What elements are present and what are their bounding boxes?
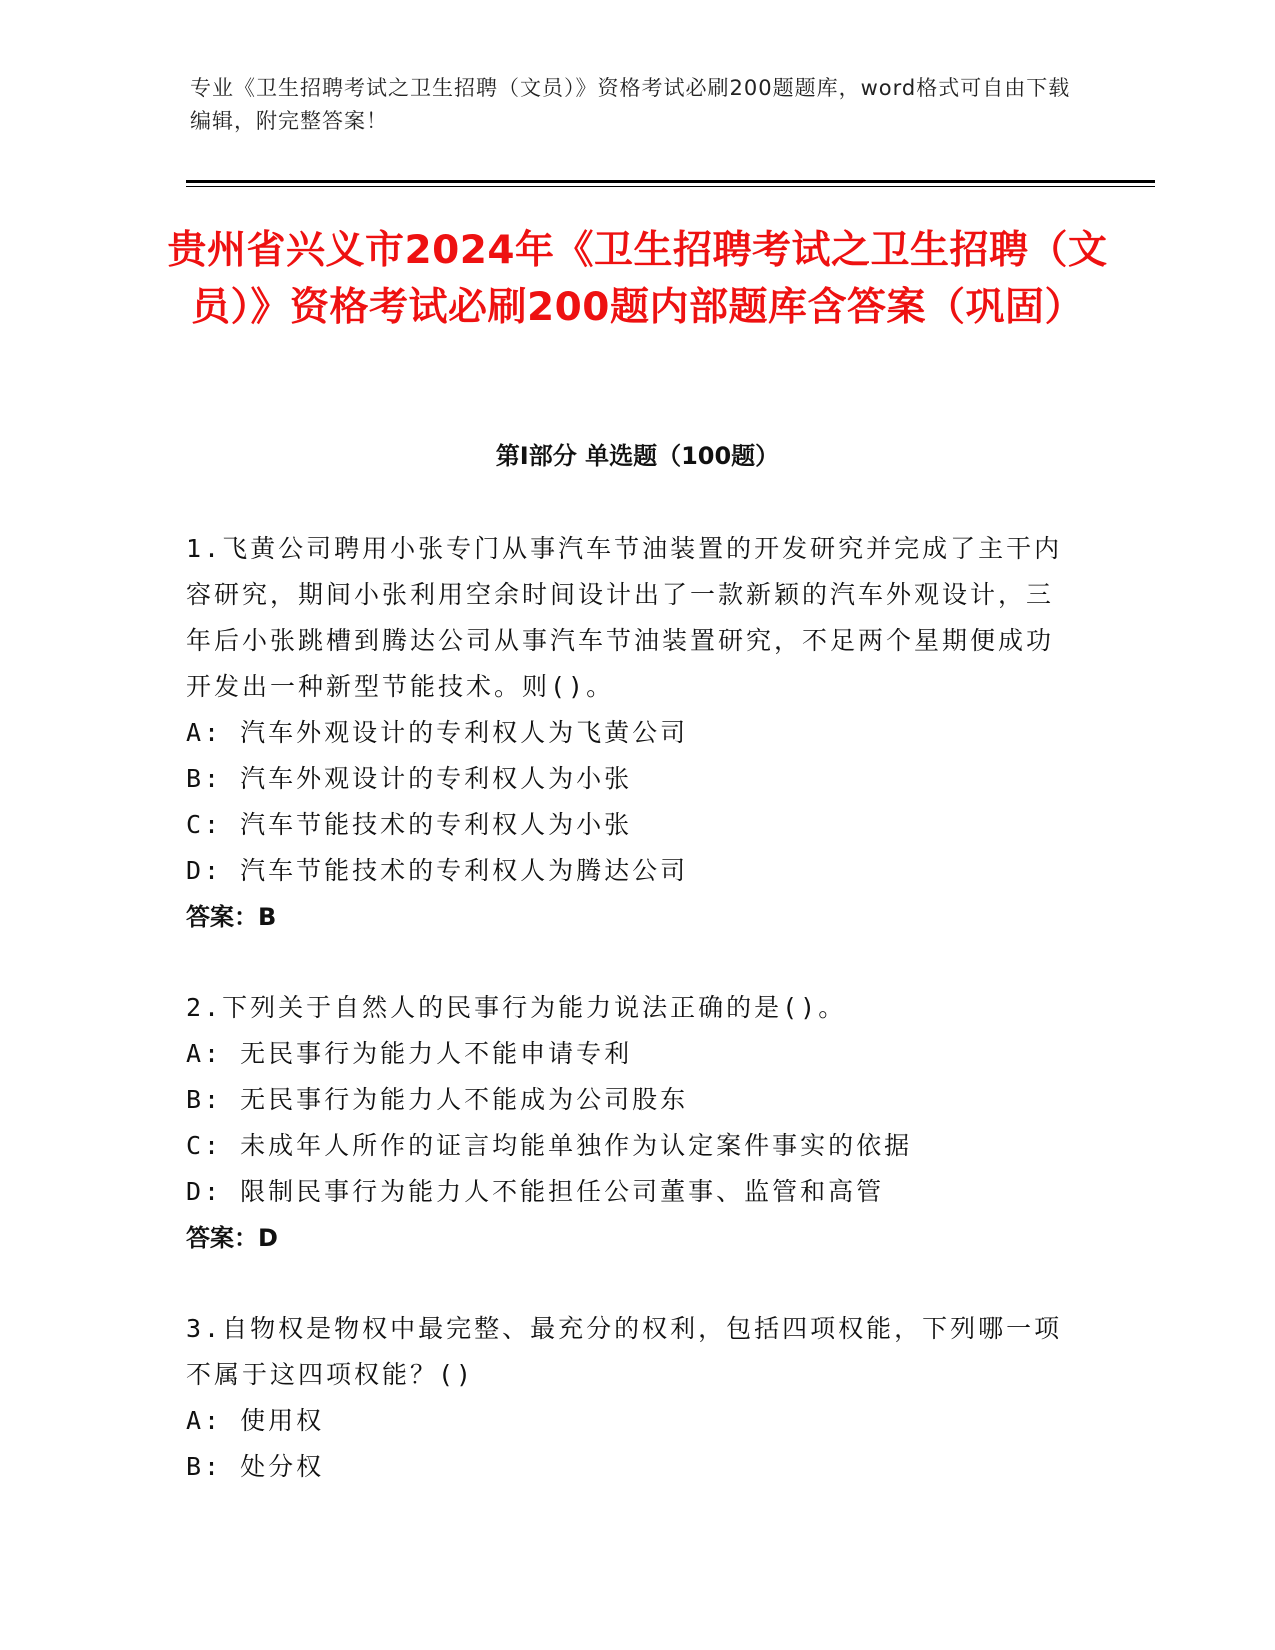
document-title: 贵州省兴义市2024年《卫生招聘考试之卫生招聘（文员）》资格考试必刷200题内部题库含答案（巩固）: [167, 228, 1108, 330]
option-a: [186, 1031, 1066, 1077]
option-key: B:: [186, 1085, 223, 1114]
option-b: [186, 1077, 1066, 1123]
header-note: 专业《卫生招聘考试之卫生招聘（文员）》资格考试必刷200题题库，word格式可自由下载编辑，附完整答案！: [190, 76, 1071, 133]
question-2: [186, 985, 1066, 1261]
option-key: B:: [186, 1452, 223, 1481]
question-stem: 1.飞黄公司聘用小张专门从事汽车节油装置的开发研究并完成了主干内容研究，期间小张利用空余时间设计出了一款新颖的汽车外观设计，三年后小张跳槽到腾达公司从事汽车节油装置研究，不足两个星期便成功开发出一种新型节能技术。则()。: [186, 534, 1063, 701]
option-text: 汽车节能技术的专利权人为腾达公司: [240, 856, 689, 885]
option-d: [186, 1169, 1066, 1215]
option-key: C:: [186, 810, 223, 839]
option-text: 处分权: [240, 1452, 325, 1481]
option-text: 无民事行为能力人不能申请专利: [240, 1039, 633, 1068]
question-3: [186, 1306, 1066, 1490]
option-b: [186, 756, 1066, 802]
question-stem: 2.下列关于自然人的民事行为能力说法正确的是()。: [186, 993, 847, 1022]
header-divider-thick: [186, 180, 1155, 183]
option-key: A:: [186, 718, 223, 747]
option-key: A:: [186, 1039, 223, 1068]
option-text: 无民事行为能力人不能成为公司股东: [240, 1085, 689, 1114]
header-divider-thin: [186, 186, 1155, 187]
option-text: 汽车外观设计的专利权人为飞黄公司: [240, 718, 689, 747]
question-stem: 3.自物权是物权中最完整、最充分的权利，包括四项权能，下列哪一项不属于这四项权能？(): [186, 1314, 1063, 1389]
answer-line: 答案：B: [186, 903, 277, 931]
option-c: [186, 1123, 1066, 1169]
option-c: [186, 802, 1066, 848]
answer-line: 答案：D: [186, 1224, 278, 1252]
option-text: 限制民事行为能力人不能担任公司董事、监管和高管: [240, 1177, 885, 1206]
option-key: D:: [186, 856, 223, 885]
option-text: 汽车外观设计的专利权人为小张: [240, 764, 633, 793]
question-1: [186, 526, 1066, 940]
option-a: [186, 1398, 1066, 1444]
option-text: 使用权: [240, 1406, 325, 1435]
option-text: 未成年人所作的证言均能单独作为认定案件事实的依据: [240, 1131, 913, 1160]
option-key: B:: [186, 764, 223, 793]
question-list: [186, 526, 1066, 1535]
section-title: 第Ⅰ部分 单选题（100题）: [495, 442, 780, 470]
option-key: C:: [186, 1131, 223, 1160]
option-d: [186, 848, 1066, 894]
option-b: [186, 1444, 1066, 1490]
option-key: D:: [186, 1177, 223, 1206]
option-key: A:: [186, 1406, 223, 1435]
option-text: 汽车节能技术的专利权人为小张: [240, 810, 633, 839]
option-a: [186, 710, 1066, 756]
